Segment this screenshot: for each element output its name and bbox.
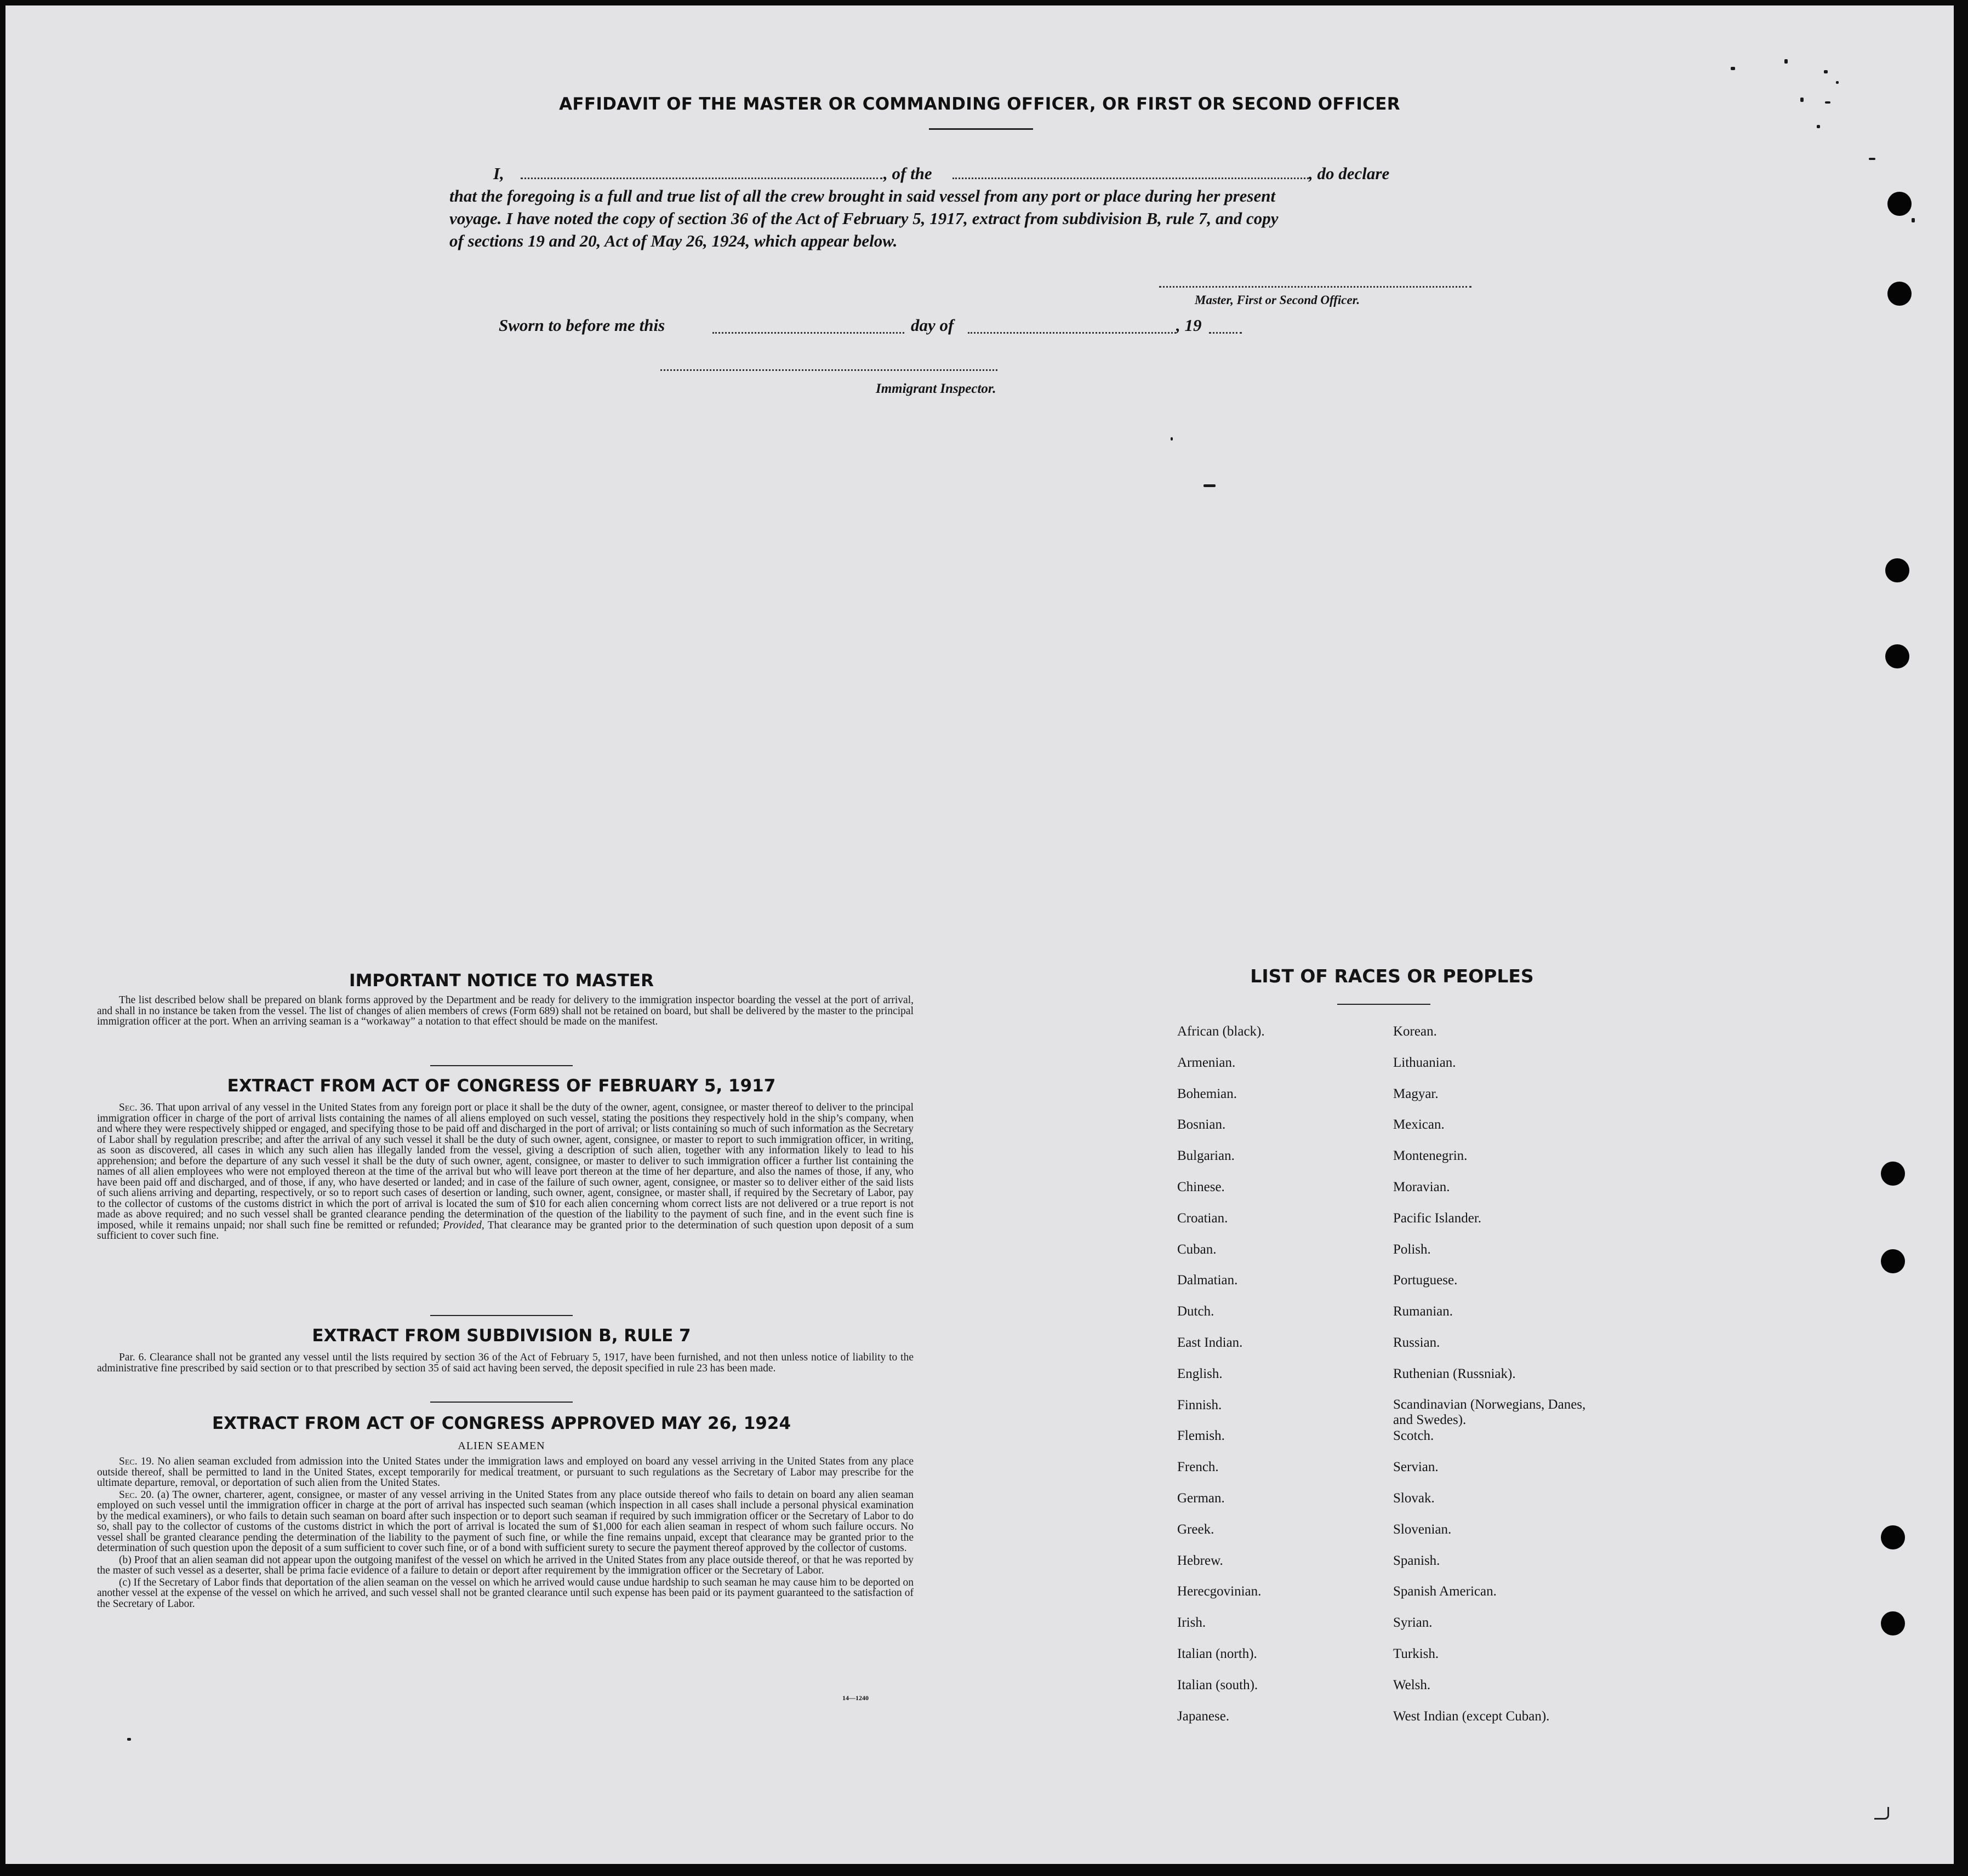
scan-speck (1171, 437, 1173, 441)
declaration-line-1 (449, 162, 1513, 185)
sworn-day-of: day of (911, 316, 954, 335)
race-item: Polish. (1393, 1242, 1431, 1257)
extract-1924-title: EXTRACT FROM ACT OF CONGRESS APPROVED MAY 26, 1924 (212, 1414, 791, 1433)
punch-hole (1881, 1249, 1905, 1273)
races-title-underline (1337, 1004, 1430, 1005)
race-item: Dalmatian. (1177, 1273, 1238, 1288)
scan-speck (1869, 158, 1875, 160)
punch-hole (1887, 192, 1912, 216)
master-signature-line[interactable] (1159, 286, 1471, 288)
race-item: Slovak. (1393, 1490, 1435, 1506)
rule7-text: Par. 6. Clearance shall not be granted any vessel until the lists required by section 36 of the Act of February 5, 1917, have been furnished, and not then unless notice of liability to the administrative fine prescribed by said section or to that prescribed by section 35 of said act having been served, the deposit specified in rule 23 has been made. (97, 1352, 914, 1374)
race-item: Chinese. (1177, 1179, 1225, 1194)
race-item: Russian. (1393, 1335, 1440, 1350)
race-item: Finnish. (1177, 1397, 1222, 1412)
sec36-text: That upon arrival of any vessel in the United States from any foreign port or place it shall be the duty of the owner, agent, consignee, or master thereof to deliver to the principal immigration officer in charge of the port of arrival lists containing the names of all aliens employed on such vessel, stating the positions they respectively hold in the ship’s company, when and where they were respectively shipped or engaged, and specifying those to be paid off and discharged in the port of arrival; or lists containing so much of such information as the Secretary of Labor shall by regulation prescribe; and after the arrival of any such vessel it shall be the duty of such owner, agent, consignee, or master to report to such immigration officer, in writing, as soon as discovered, all cases in which any such alien has illegally landed from the vessel, giving a description of such alien, together with any information likely to lead to his apprehension; and before the departure of any such vessel it shall be the duty of such owner, agent, consignee, or master to deliver to such immigration officer a further list containing the names of all alien employees who were not employed thereon at the time of the arrival but who will leave port thereon at the time of her departure, and also the names of those, if any, who have been paid off and discharged, and of those, if any, who have deserted or landed; and in case of the failure of such owner, agent, consignee, or master so to deliver either of the said lists of such aliens arriving and departing, respectively, or so to report such cases of desertion or landing, such owner, agent, consignee, or master shall, if required by the Secretary of Labor, pay to the collector of customs of the customs district in which the port of arrival is located the sum of $10 for each alien concerning whom correct lists are not delivered or a true report is not made as above required; and no such vessel shall be granted clearance pending the determination of the question of the liability to the payment of such fine, and in the event such fine is imposed, while it remains unpaid; nor shall such fine be remitted or refunded; (97, 1102, 914, 1231)
race-item: Armenian. (1177, 1055, 1236, 1070)
races-list-left (1177, 1023, 1374, 1739)
race-item: Montenegrin. (1393, 1148, 1468, 1164)
scan-speck (1800, 98, 1804, 102)
name-field[interactable] (521, 178, 882, 179)
scan-speck (127, 1738, 131, 1741)
scan-speck (1817, 125, 1820, 128)
declaration-of-the: , of the (883, 164, 932, 183)
sworn-day-field[interactable] (712, 332, 904, 334)
title-underline (929, 128, 1033, 130)
vessel-field[interactable] (952, 178, 1309, 179)
sec20b-text: (b) Proof that an alien seaman did not appear upon the outgoing manifest of the vessel on which he arrived in the United States from any place outside thereof, or that he was reported by the master of such vessel as a deserter, shall be prima facie evidence of a failure to detain or deport after requirement by the immigration officer or the Secretary of Labor. (97, 1554, 914, 1576)
sec19-text: No alien seaman excluded from admission into the United States under the immigration laws and employed on board any vessel arriving in the United States from any place outside thereof, shall be permitted to land in the United States, except temporarily for medical treatment, or pursuant to such regulations as the Secretary of Labor may prescribe for the ultimate departure, removal, or deportation of such alien from the United States. (97, 1456, 914, 1489)
punch-hole (1881, 1162, 1905, 1186)
master-signature-label: Master, First or Second Officer. (1195, 293, 1360, 307)
punch-hole (1885, 644, 1909, 668)
race-item: Italian (north). (1177, 1646, 1257, 1661)
punch-hole (1887, 282, 1912, 306)
punch-hole (1885, 558, 1909, 582)
race-item: German. (1177, 1490, 1225, 1506)
race-item: Ruthenian (Russniak). (1393, 1366, 1516, 1381)
extract-rule7-title: EXTRACT FROM SUBDIVISION B, RULE 7 (312, 1326, 691, 1346)
sec20-label: Sec. 20. (119, 1489, 155, 1501)
race-item: Servian. (1393, 1460, 1439, 1475)
race-item: Greek. (1177, 1522, 1214, 1537)
races-list-right (1393, 1023, 1596, 1739)
declaration-line-4: of sections 19 and 20, Act of May 26, 1924, which appear below. (449, 231, 898, 250)
race-item: Bohemian. (1177, 1086, 1237, 1101)
races-title: LIST OF RACES OR PEOPLES (1250, 965, 1534, 987)
sec19-label: Sec. 19. (119, 1456, 155, 1467)
race-item: Croatian. (1177, 1210, 1228, 1226)
declaration-do-declare: , do declare (1309, 164, 1390, 183)
race-item: Slovenian. (1393, 1522, 1452, 1537)
sworn-year: , 19 (1176, 316, 1202, 335)
notice-title: IMPORTANT NOTICE TO MASTER (349, 971, 654, 991)
race-item: East Indian. (1177, 1335, 1243, 1350)
sec20c-text: (c) If the Secretary of Labor finds that deportation of the alien seaman on the vessel on which he arrived would cause undue hardship to such seaman he may cause him to be deported on another vessel at the expense of the vessel on which he arrived, and such vessel shall not be granted clearance until such expense has been paid or its payment guaranteed to the satisfaction of the Secretary of Labor. (97, 1576, 914, 1610)
race-item: Bulgarian. (1177, 1148, 1235, 1164)
sec20a-text: (a) The owner, charterer, agent, consignee, or master of any vessel arriving in the United States from any place outside thereof who fails to detain on board any alien seaman employed on such vessel until the immigration officer in charge at the port of arrival has inspected such seaman (which inspection in all cases shall include a personal physical examination by the medical examiners), or who fails to detain such seaman on board after such inspection or to deport such seaman if required by such immigration officer or the Secretary of Labor to do so, shall pay to the collector of customs of the customs district in which the port of arrival is located the sum of $1,000 for each alien seaman in respect of whom such failure occurs. No vessel shall be granted clearance pending the determination of the liability to the payment of such fine, or while the fine remains unpaid, except that clearance may be granted prior to the determination of such question upon the deposit of a sum sufficient to cover such fine, or of a bond with sufficient surety to secure the payment thereof approved by the collector of customs. (97, 1489, 914, 1554)
inspector-label: Immigrant Inspector. (876, 381, 996, 396)
divider-3 (430, 1402, 573, 1403)
race-item: Korean. (1393, 1024, 1437, 1039)
scan-speck (1203, 484, 1216, 487)
race-item: Spanish. (1393, 1553, 1440, 1568)
race-item: Hebrew. (1177, 1553, 1223, 1568)
scan-speck (1731, 67, 1735, 70)
race-item: Pacific Islander. (1393, 1210, 1482, 1226)
race-item: French. (1177, 1460, 1219, 1475)
race-item: Flemish. (1177, 1428, 1225, 1444)
race-item: Herecgovinian. (1177, 1584, 1262, 1599)
race-item: Japanese. (1177, 1708, 1230, 1724)
sworn-prefix: Sworn to before me this (499, 316, 665, 335)
divider-2 (430, 1315, 573, 1316)
race-item: West Indian (except Cuban). (1393, 1708, 1550, 1724)
scan-speck (1825, 101, 1830, 104)
scan-speck (1836, 81, 1839, 84)
form-number: 14—1240 (842, 1694, 869, 1702)
notice-text: The list described below shall be prepared on blank forms approved by the Department and be ready for delivery to the immigration inspector boarding the vessel at the port of arrival, and shall in no instance be taken from the vessel. The list of changes of alien members of crews (Form 689) shall not be retained on board, but shall be delivered by the master to the principal immigration officer at the port. When an arriving seaman is a “workaway” a notation to that effect should be made on the manifest. (97, 994, 914, 1027)
race-item: Mexican. (1393, 1117, 1445, 1133)
race-item: Welsh. (1393, 1677, 1431, 1692)
sworn-line (499, 316, 1266, 338)
scan-speck (1912, 218, 1915, 222)
declaration-line-3: voyage. I have noted the copy of section 36 of the Act of February 5, 1917, extract from subdivision B, rule 7, and copy (449, 209, 1279, 228)
race-item: Syrian. (1393, 1615, 1433, 1631)
race-item: Moravian. (1393, 1179, 1450, 1194)
race-item: Scandinavian (Norwegians, Danes, and Swedes). (1393, 1397, 1586, 1427)
extract-1917-body (97, 1102, 914, 1243)
sec36-label: Sec. 36. (119, 1102, 154, 1113)
corner-mark (1874, 1807, 1889, 1820)
race-item: Italian (south). (1177, 1677, 1258, 1692)
punch-hole (1881, 1611, 1905, 1635)
race-item: Dutch. (1177, 1304, 1214, 1319)
sec36-provided: Provided, (443, 1219, 484, 1231)
extract-1924-body (97, 1456, 914, 1610)
affidavit-title: AFFIDAVIT OF THE MASTER OR COMMANDING OFFICER, OR FIRST OR SECOND OFFICER (559, 94, 1400, 114)
punch-hole (1881, 1525, 1905, 1549)
declaration-block (449, 162, 1513, 252)
race-item: Cuban. (1177, 1242, 1217, 1257)
sworn-year-field[interactable] (1209, 332, 1242, 334)
sworn-month-field[interactable] (968, 332, 1176, 334)
race-item: Rumanian. (1393, 1304, 1453, 1319)
race-item: Spanish American. (1393, 1584, 1497, 1599)
race-item: Lithuanian. (1393, 1055, 1456, 1070)
race-item: Turkish. (1393, 1646, 1439, 1661)
inspector-signature-line[interactable] (660, 369, 997, 371)
extract-1924-subtitle: ALIEN SEAMEN (458, 1440, 545, 1452)
scan-speck (1784, 59, 1788, 64)
race-item: Scotch. (1393, 1428, 1434, 1444)
extract-1917-title: EXTRACT FROM ACT OF CONGRESS OF FEBRUARY 5, 1917 (227, 1076, 776, 1096)
notice-body (97, 995, 914, 1028)
document-page (5, 5, 1954, 1864)
race-item: Irish. (1177, 1615, 1206, 1631)
race-item: English. (1177, 1366, 1223, 1381)
declaration-line-2: that the foregoing is a full and true list of all the crew brought in said vessel from any port or place during her present (449, 186, 1276, 205)
race-item: Magyar. (1393, 1086, 1439, 1101)
sec36-text-end: That clearance may be granted prior to the determination of such question upon deposit of a sum sufficient to cover such fine. (97, 1219, 914, 1242)
divider-1 (430, 1065, 573, 1066)
declaration-i: I, (493, 164, 504, 183)
scan-speck (1824, 70, 1828, 73)
race-item: African (black). (1177, 1024, 1265, 1039)
extract-rule7-body (97, 1352, 914, 1375)
race-item: Bosnian. (1177, 1117, 1226, 1133)
race-item: Portuguese. (1393, 1273, 1458, 1288)
